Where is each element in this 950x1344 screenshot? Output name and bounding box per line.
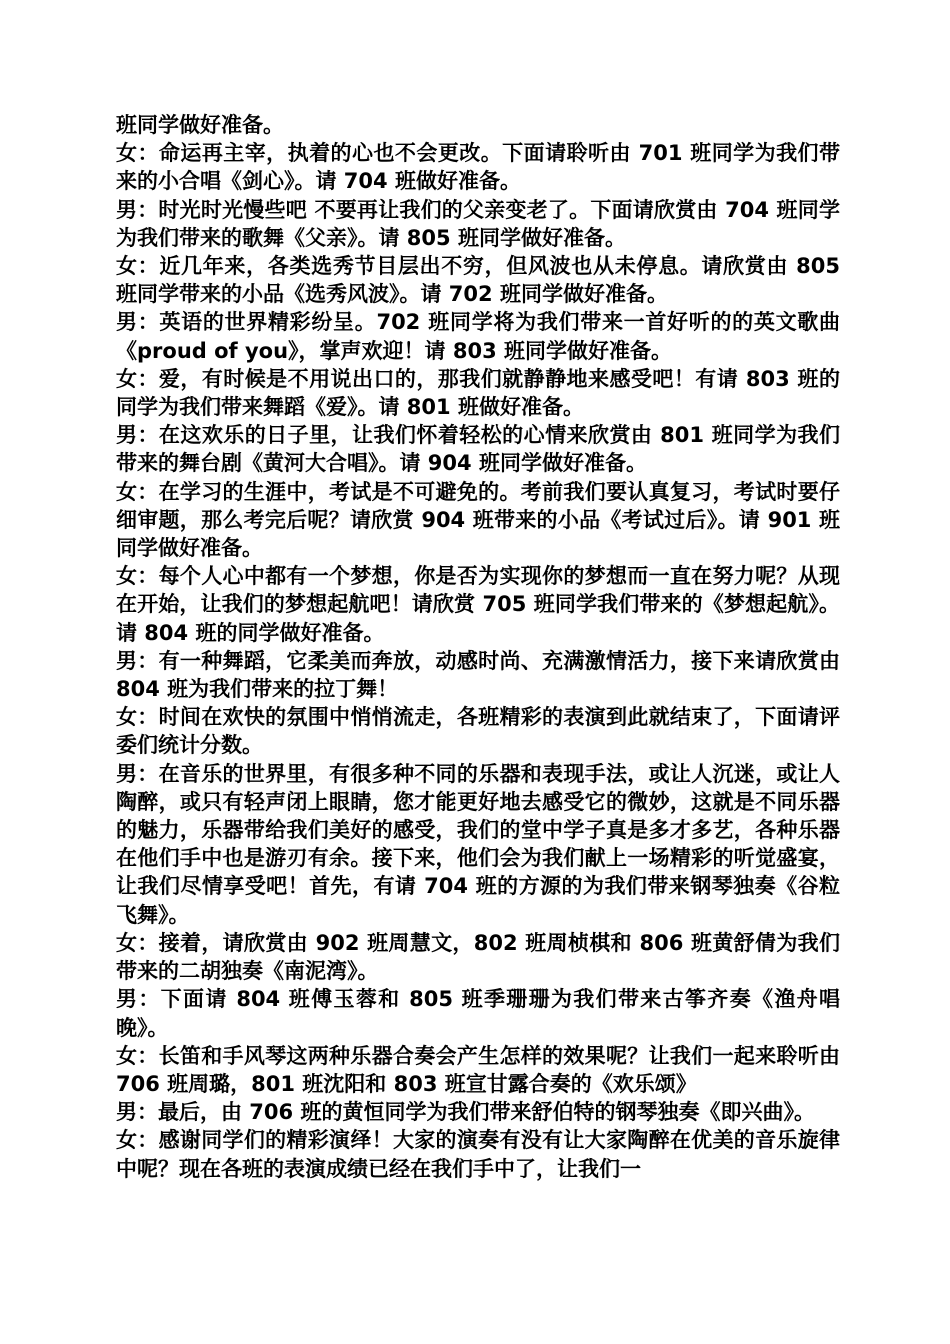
paragraph-8: 女：在学习的生涯中，考试是不可避免的。考前我们要认真复习，考试时要仔细审题，那么考完后呢？请欣赏 904 班带来的小品《考试过后》。请 901 班同学做好准备。 [116, 479, 840, 561]
paragraph-15: 女：长笛和手风琴这两种乐器合奏会产生怎样的效果呢？让我们一起来聆听由 706 班周璐，801 班沈阳和 803 班宣甘露合奏的《欢乐颂》 [116, 1043, 840, 1096]
paragraph-1: 班同学做好准备。 [116, 113, 284, 137]
paragraph-17: 女：感谢同学们的精彩演绎！大家的演奏有没有让大家陶醉在优美的音乐旋律中呢？现在各班的表演成绩已经在我们手中了，让我们一 [116, 1128, 840, 1181]
paragraph-12: 男：在音乐的世界里，有很多种不同的乐器和表现手法，或让人沉迷，或让人陶醉，或只有轻声闭上眼睛，您才能更好地去感受它的微妙，这就是不同乐器的魅力，乐器带给我们美好的感受，我们的堂中学子真是多才多艺，各种乐器在他们手中也是游刃有余。接下来，他们会为我们献上一场精彩的听觉盛宴，让我们尽情享受吧！首先，有请 704 班的方源的为我们带来钢琴独奏《谷粒飞舞》。 [116, 761, 840, 927]
paragraph-2: 女：命运再主宰，执着的心也不会更改。下面请聆听由 701 班同学为我们带来的小合唱《剑心》。请 704 班做好准备。 [116, 141, 840, 194]
paragraph-3: 男：时光时光慢些吧 不要再让我们的父亲变老了。下面请欣赏由 704 班同学为我们带来的歌舞《父亲》。请 805 班同学做好准备。 [116, 197, 840, 250]
paragraph-4: 女：近几年来，各类选秀节目层出不穷，但风波也从未停息。请欣赏由 805 班同学带来的小品《选秀风波》。请 702 班同学做好准备。 [116, 254, 840, 307]
paragraph-11: 女：时间在欢快的氛围中悄悄流走，各班精彩的表演到此就结束了，下面请评委们统计分数。 [116, 705, 840, 758]
paragraph-9: 女：每个人心中都有一个梦想，你是否为实现你的梦想而一直在努力呢？从现在开始，让我们的梦想起航吧！请欣赏 705 班同学我们带来的《梦想起航》。请 804 班的同学做好准备。 [116, 564, 840, 645]
paragraph-6: 女：爱，有时候是不用说出口的，那我们就静静地来感受吧！有请 803 班的同学为我们带来舞蹈《爱》。请 801 班做好准备。 [116, 366, 840, 420]
document-page [116, 111, 840, 1183]
paragraph-10: 男：有一种舞蹈，它柔美而奔放，动感时尚、充满激情活力，接下来请欣赏由 804 班为我们带来的拉丁舞！ [116, 648, 840, 702]
paragraph-13: 女：接着，请欣赏由 902 班周慧文，802 班周桢棋和 806 班黄舒倩为我们带来的二胡独奏《南泥湾》。 [116, 930, 840, 984]
paragraph-5: 男：英语的世界精彩纷呈。702 班同学将为我们带来一首好听的的英文歌曲《proud of you》，掌声欢迎！请 803 班同学做好准备。 [116, 310, 840, 363]
paragraph-16: 男：最后，由 706 班的黄恒同学为我们带来舒伯特的钢琴独奏《即兴曲》。 [116, 1100, 815, 1125]
paragraph-14: 男：下面请 804 班傅玉蓉和 805 班季珊珊为我们带来古筝齐奏《渔舟唱晚》。 [116, 987, 840, 1040]
paragraph-7: 男：在这欢乐的日子里，让我们怀着轻松的心情来欣赏由 801 班同学为我们带来的舞台剧《黄河大合唱》。请 904 班同学做好准备。 [116, 423, 840, 476]
